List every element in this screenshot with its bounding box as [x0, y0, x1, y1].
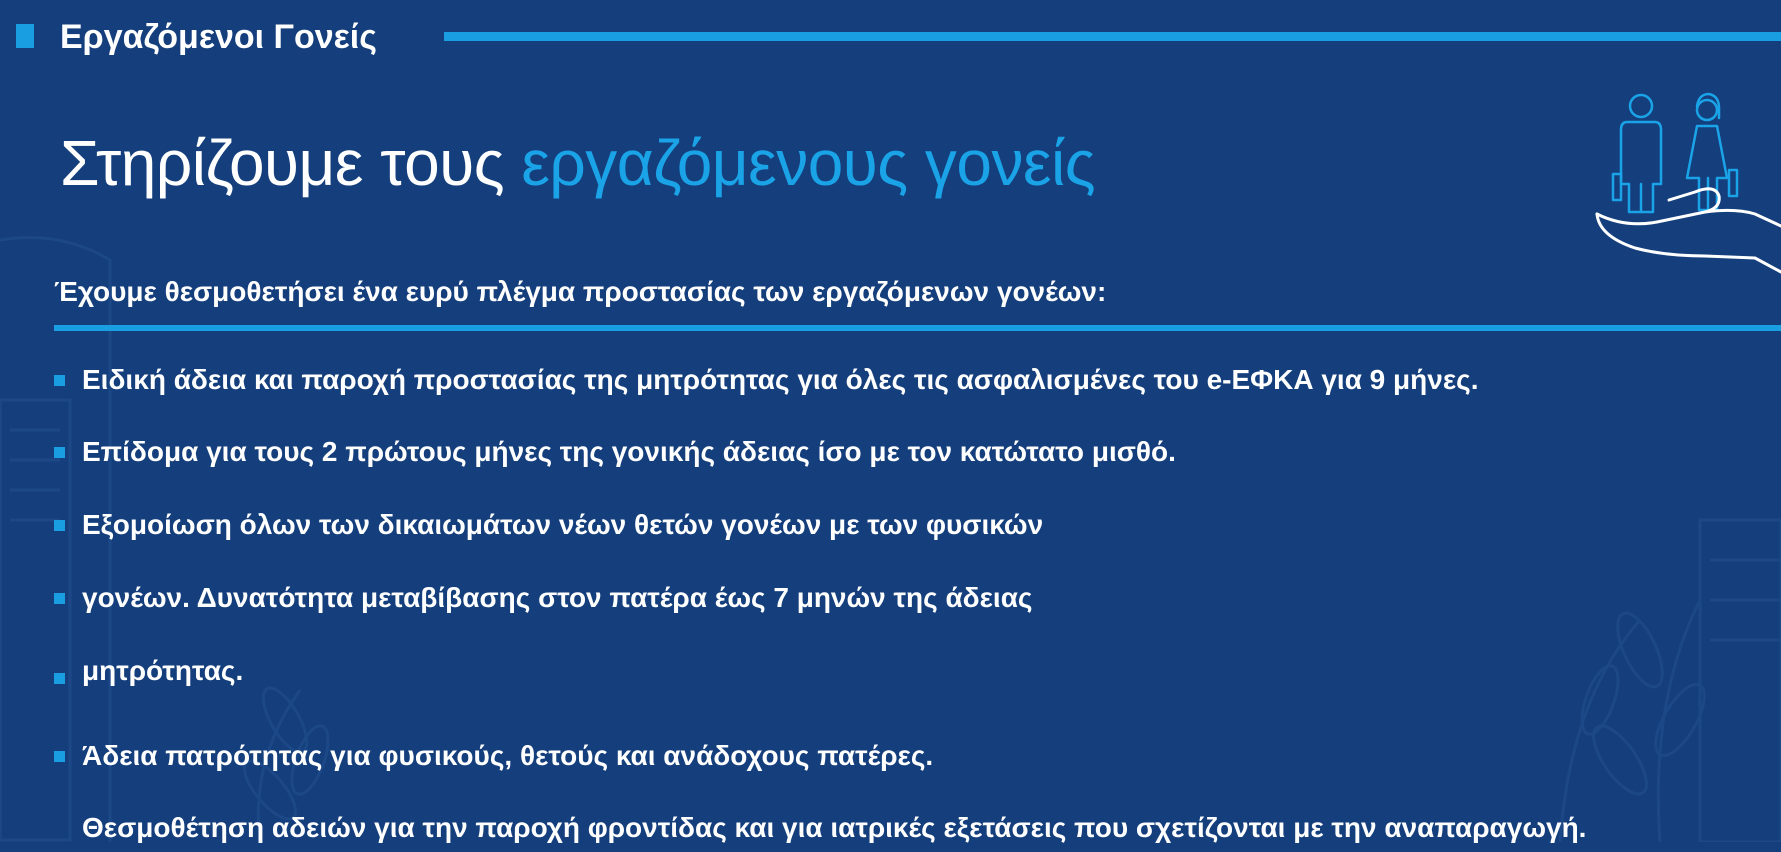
intro-divider [54, 325, 1781, 331]
square-bullet-icon [54, 520, 65, 531]
section-title: Εργαζόμενοι Γονείς [60, 18, 377, 56]
bullet-text: Άδεια πατρότητας για φυσικούς, θετούς και ανάδοχους πατέρες. [82, 740, 934, 771]
square-bullet-icon [54, 447, 65, 458]
family-in-hand-icon [1595, 88, 1781, 288]
square-bullet-icon [54, 751, 65, 762]
square-bullet-icon [54, 593, 65, 604]
bullet-text: Θεσμοθέτηση αδειών για την παροχή φροντίδας και για ιατρικές εξετάσεις που σχετίζονται με την αναπαραγωγή. [82, 812, 1587, 843]
section-header [16, 14, 1781, 58]
square-bullet-icon [54, 673, 65, 684]
square-bullet-icon [54, 375, 65, 386]
section-marker [16, 24, 34, 48]
bullet-text: Ειδική άδεια και παροχή προστασίας της μητρότητας για όλες τις ασφαλισμένες του e-ΕΦΚΑ για 9 μήνες. [82, 364, 1479, 395]
section-divider [444, 32, 1781, 41]
intro-text: Έχουμε θεσμοθετήσει ένα ευρύ πλέγμα προστασίας των εργαζόμενων γονέων: [54, 276, 1107, 307]
bullet-text: Εξομοίωση όλων των δικαιωμάτων νέων θετών γονέων με των φυσικών [82, 509, 1044, 540]
bullet-text: Επίδομα για τους 2 πρώτους μήνες της γονικής άδειας ίσο με τον κατώτατο μισθό. [82, 436, 1176, 467]
headline-accent: εργαζόμενους γονείς [521, 127, 1096, 199]
page-title [60, 126, 1095, 200]
bullet-text: γονέων. Δυνατότητα μεταβίβασης στον πατέρα έως 7 μηνών της άδειας [82, 582, 1033, 613]
bullet-text: μητρότητας. [82, 655, 244, 686]
headline-lead: Στηρίζουμε τους [60, 127, 522, 199]
